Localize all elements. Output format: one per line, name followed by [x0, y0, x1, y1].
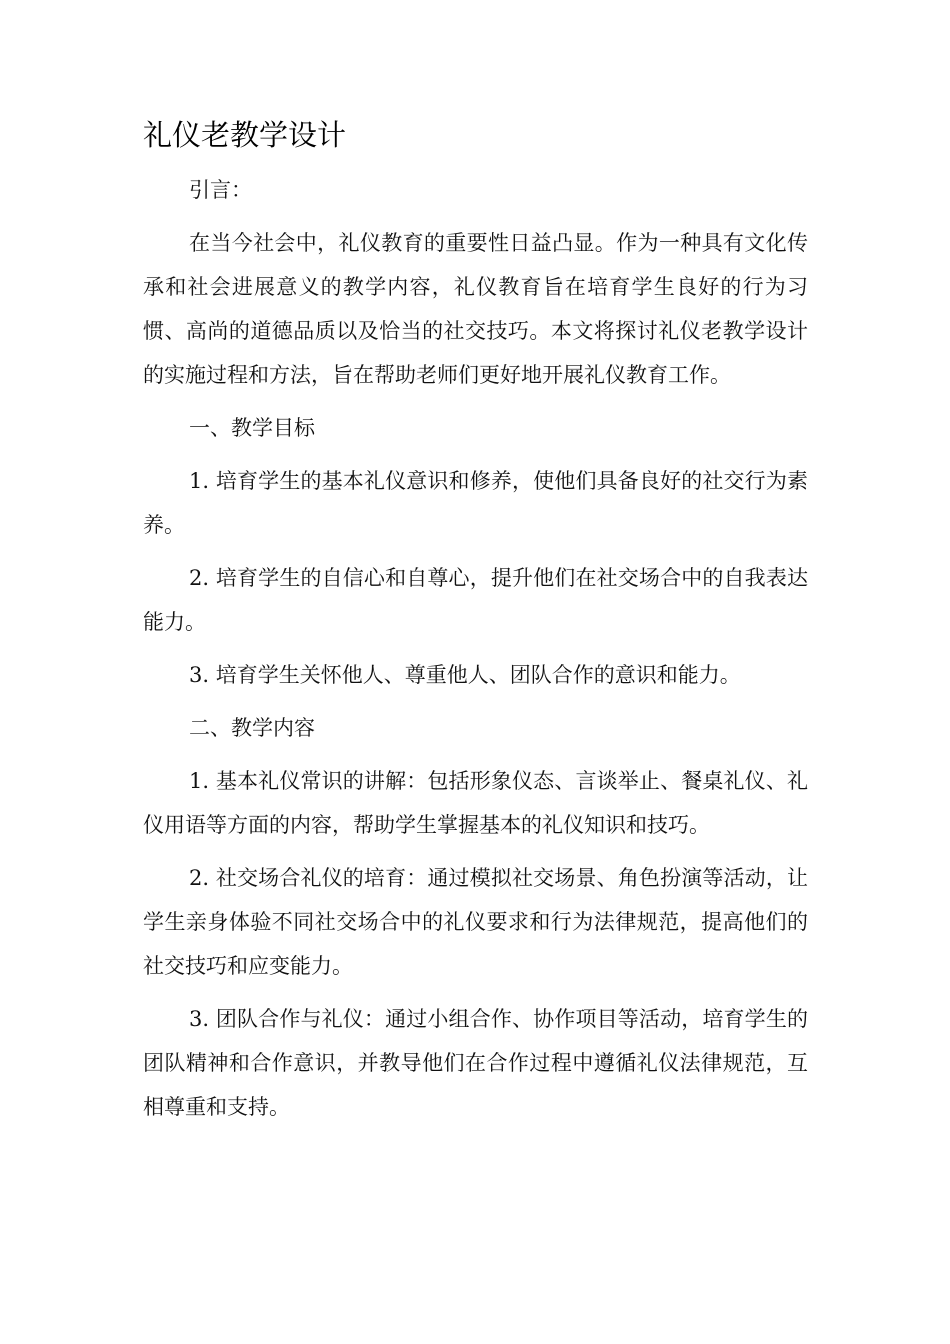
document-title: 礼仪老教学设计: [143, 118, 347, 152]
content-item-1: 1. 基本礼仪常识的讲解：包括形象仪态、言谈举止、餐桌礼仪、礼仪用语等方面的内容，帮助学生掌握基本的礼仪知识和技巧。: [143, 769, 808, 837]
paragraph-intro-label: 引言：: [189, 178, 252, 202]
goal-item-2: 2. 培育学生的自信心和自尊心，提升他们在社交场合中的自我表达能力。: [143, 566, 808, 634]
paragraph-intro: 在当今社会中，礼仪教育的重要性日益凸显。作为一种具有文化传承和社会进展意义的教学内容，礼仪教育旨在培育学生良好的行为习惯、高尚的道德品质以及恰当的社交技巧。本文将探讨礼仪老教学设计的实施过程和方法，旨在帮助老师们更好地开展礼仪教育工作。: [143, 231, 808, 387]
section-heading-content: 二、教学内容: [189, 716, 315, 740]
document-body: [143, 168, 808, 1138]
goal-item-1: 1. 培育学生的基本礼仪意识和修养，使他们具备良好的社交行为素养。: [143, 469, 808, 537]
content-item-3: 3. 团队合作与礼仪：通过小组合作、协作项目等活动，培育学生的团队精神和合作意识，并教导他们在合作过程中遵循礼仪法律规范，互相尊重和支持。: [143, 1007, 808, 1119]
goal-item-3: 3. 培育学生关怀他人、尊重他人、团队合作的意识和能力。: [189, 663, 741, 687]
content-item-2: 2. 社交场合礼仪的培育：通过模拟社交场景、角色扮演等活动，让学生亲身体验不同社交场合中的礼仪要求和行为法律规范，提高他们的社交技巧和应变能力。: [143, 866, 808, 978]
section-heading-goals: 一、教学目标: [189, 416, 315, 440]
